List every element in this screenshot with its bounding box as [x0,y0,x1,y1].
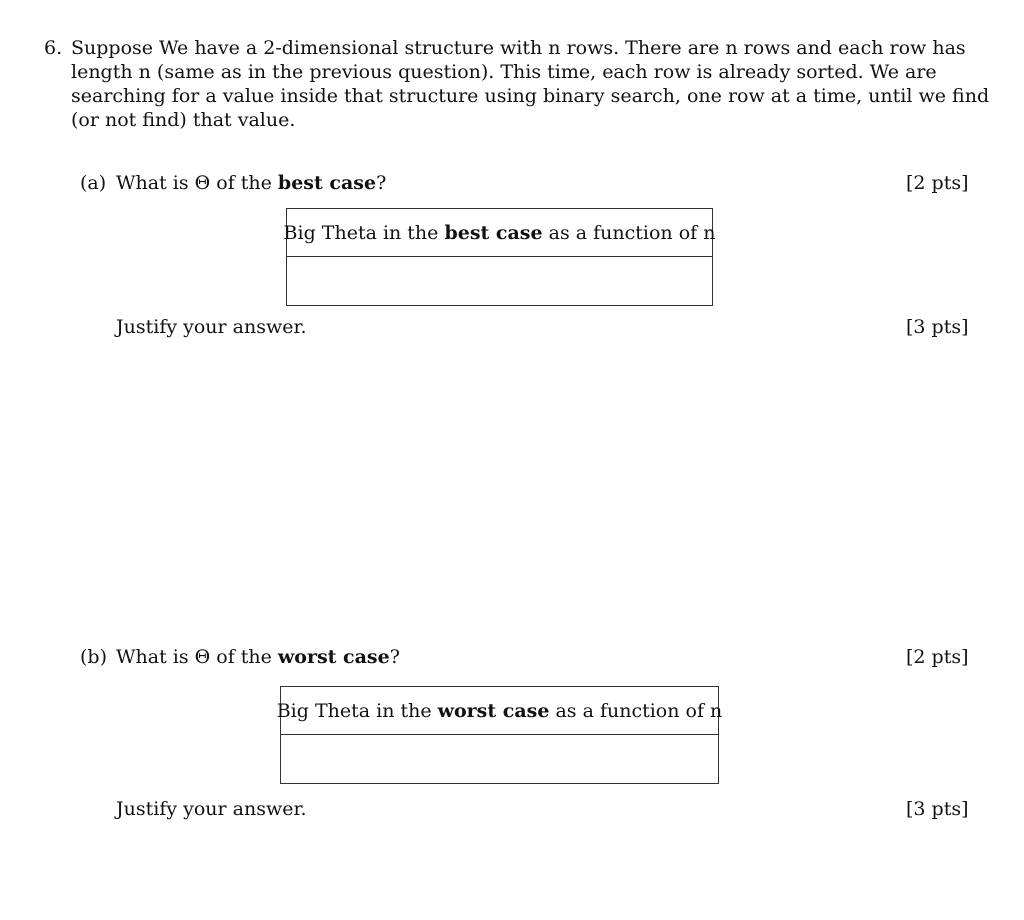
part-b-justify-points: [3 pts] [906,798,969,820]
part-a-box-bold: best case [444,221,543,244]
part-b-answer-box [276,686,723,784]
question-text [71,36,990,132]
part-a-prompt-bold: best case [277,172,377,194]
part-b-points: [2 pts] [906,646,969,668]
part-a-justify-area[interactable] [116,345,956,625]
part-b-box-header [276,687,723,735]
part-a-answer-box [283,208,716,306]
part-a-box-text: Big Theta in the [283,221,445,244]
part-a-box-header [283,209,716,257]
question-line: searching for a value inside that structure using binary search, one row at a time, until we find [71,85,990,107]
part-a-justify-points: [3 pts] [906,316,969,338]
part-b-prompt-suffix: ? [389,646,400,668]
question-line: (or not find) that value. [71,109,296,131]
part-b-prompt-bold: worst case [277,646,390,668]
question-number: 6. [44,37,63,59]
question-line: Suppose We have a 2-dimensional structure with n rows. There are n rows and each row has [71,37,966,59]
part-b-label: (b) [80,646,107,668]
part-a-prompt-text: What is Θ of the [116,172,278,194]
part-a-box-suffix: as a function of n [542,221,716,244]
part-a-prompt [116,171,386,195]
part-b-answer-field[interactable] [281,735,718,782]
part-b-prompt-text: What is Θ of the [116,646,278,668]
question-line: length n (same as in the previous question). This time, each row is already sorted. We are [71,61,937,83]
part-b-justify-area[interactable] [116,828,956,908]
part-b-justify-label: Justify your answer. [116,798,307,820]
part-a-label: (a) [80,172,107,194]
part-a-justify-label: Justify your answer. [116,316,307,338]
part-b-box-bold: worst case [437,699,550,722]
part-b-box-text: Big Theta in the [276,699,438,722]
part-a-prompt-suffix: ? [376,172,387,194]
part-a-answer-field[interactable] [287,257,712,304]
part-b-box-suffix: as a function of n [549,699,723,722]
part-a-points: [2 pts] [906,172,969,194]
part-b-prompt [116,645,400,669]
